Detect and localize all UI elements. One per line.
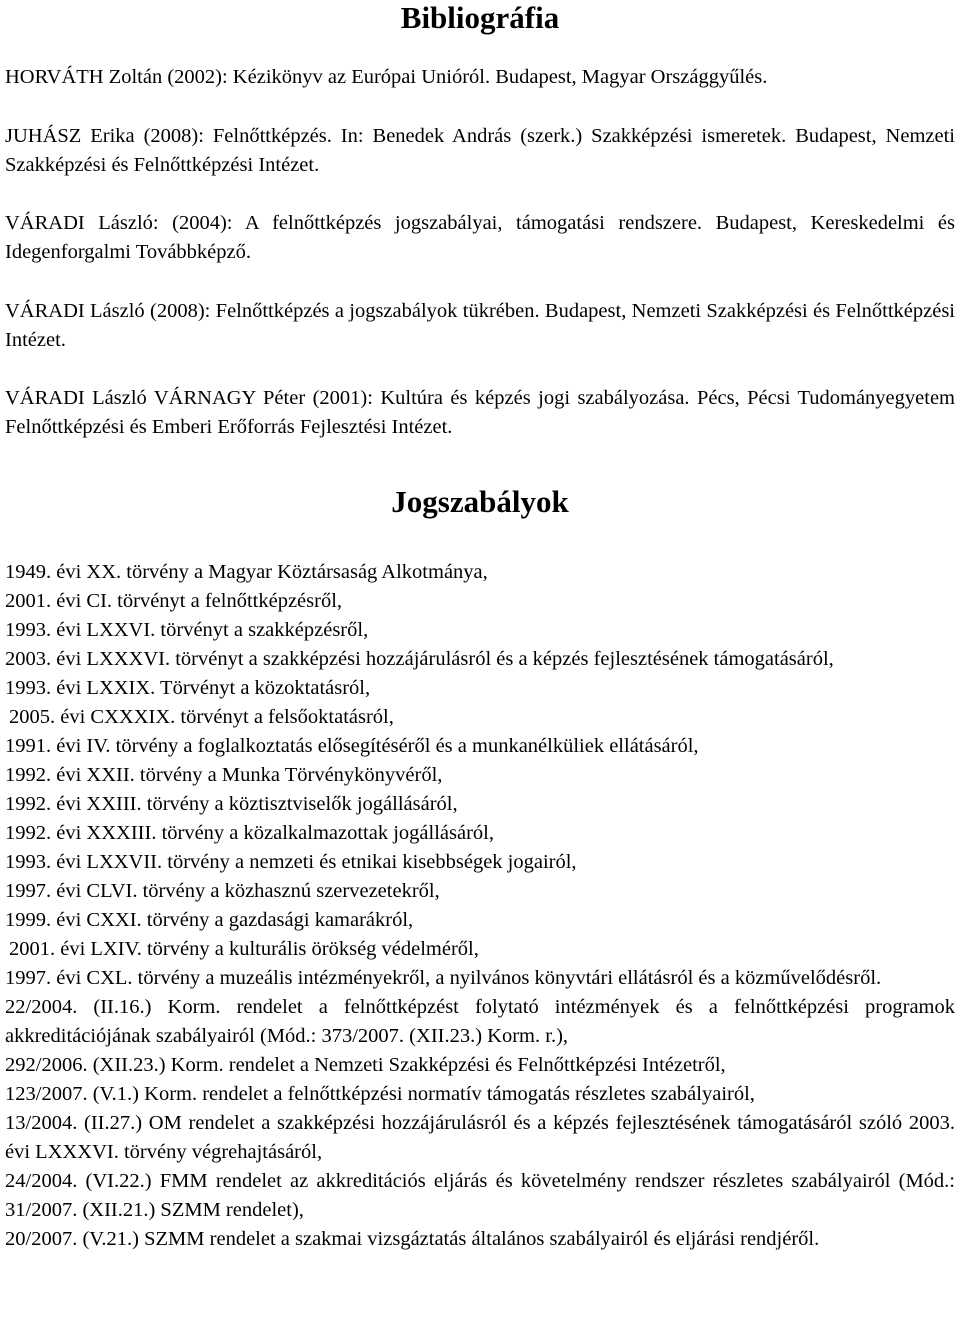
law-item: 22/2004. (II.16.) Korm. rendelet a felnőttképzést folytató intézmények és a felnőttképzési programok akkreditációjának szabályairól (Mód.: 373/2007. (XII.23.) Korm. r.), — [5, 996, 955, 1047]
law-item: 13/2004. (II.27.) OM rendelet a szakképzési hozzájárulásról és a képzés fejlesztésének támogatásáról szóló 2003. évi LXXXVI. törvény végrehajtásáról, — [5, 1112, 955, 1163]
law-item: 1991. évi IV. törvény a foglalkoztatás elősegítéséről és a munkanélküliek ellátásáról, — [5, 735, 699, 757]
law-item: 123/2007. (V.1.) Korm. rendelet a felnőttképzési normatív támogatás részletes szabályairól, — [5, 1083, 755, 1105]
laws-list — [5, 558, 955, 1254]
law-item: 1993. évi LXXVII. törvény a nemzeti és etnikai kisebbségek jogairól, — [5, 851, 577, 873]
bibliography-heading: Bibliográfia — [400, 0, 560, 35]
law-item: 2005. évi CXXXIX. törvényt a felsőoktatásról, — [9, 706, 394, 728]
bibliography-section — [5, 0, 955, 35]
law-item: 1997. évi CXL. törvény a muzeális intézményekről, a nyilvános könyvtári ellátásról és a közművelődésről. — [5, 967, 882, 989]
bibliography-entry: HORVÁTH Zoltán (2002): Kézikönyv az Európai Unióról. Budapest, Magyar Országgyűlés. — [5, 66, 768, 88]
law-item: 1993. évi LXXIX. Törvényt a közoktatásról, — [5, 677, 371, 699]
bibliography-entry: VÁRADI László: (2004): A felnőttképzés jogszabályai, támogatási rendszere. Budapest, Kereskedelmi és Idegenforgalmi Továbbképző. — [5, 212, 955, 263]
bibliography-entry: VÁRADI László (2008): Felnőttképzés a jogszabályok tükrében. Budapest, Nemzeti Szakképzési és Felnőttképzési Intézet. — [5, 300, 955, 351]
law-item: 1999. évi CXXI. törvény a gazdasági kamarákról, — [5, 909, 414, 931]
law-item: 2003. évi LXXXVI. törvényt a szakképzési hozzájárulásról és a képzés fejlesztésének támogatásáról, — [5, 648, 834, 670]
law-item: 1993. évi LXXVI. törvényt a szakképzésről, — [5, 619, 369, 641]
laws-heading: Jogszabályok — [391, 484, 569, 519]
bibliography-entry: JUHÁSZ Erika (2008): Felnőttképzés. In: Benedek András (szerk.) Szakképzési ismeretek. Budapest, Nemzeti Szakképzési és Felnőttképzési Intézet. — [5, 125, 955, 176]
law-item: 20/2007. (V.21.) SZMM rendelet a szakmai vizsgáztatás általános szabályairól és eljárási rendjéről. — [5, 1228, 820, 1250]
law-item: 1992. évi XXIII. törvény a köztisztviselők jogállásáról, — [5, 793, 458, 815]
bibliography-entry: VÁRADI László VÁRNAGY Péter (2001): Kultúra és képzés jogi szabályozása. Pécs, Pécsi Tudományegyetem Felnőttképzési és Emberi Erőforrás Fejlesztési Intézet. — [5, 387, 955, 438]
law-item: 1997. évi CLVI. törvény a közhasznú szervezetekről, — [5, 880, 440, 902]
laws-section — [5, 485, 955, 519]
law-item: 1949. évi XX. törvény a Magyar Köztársaság Alkotmánya, — [5, 561, 488, 583]
law-item: 292/2006. (XII.23.) Korm. rendelet a Nemzeti Szakképzési és Felnőttképzési Intézetről, — [5, 1054, 726, 1076]
law-item: 1992. évi XXII. törvény a Munka Törvénykönyvéről, — [5, 764, 443, 786]
law-item: 24/2004. (VI.22.) FMM rendelet az akkreditációs eljárás és követelmény rendszer részletes szabályairól (Mód.: 31/2007. (XII.21.) SZMM rendelet), — [5, 1170, 955, 1221]
law-item: 2001. évi CI. törvényt a felnőttképzésről, — [5, 590, 343, 612]
law-item: 1992. évi XXXIII. törvény a közalkalmazottak jogállásáról, — [5, 822, 494, 844]
law-item: 2001. évi LXIV. törvény a kulturális örökség védelméről, — [9, 938, 479, 960]
